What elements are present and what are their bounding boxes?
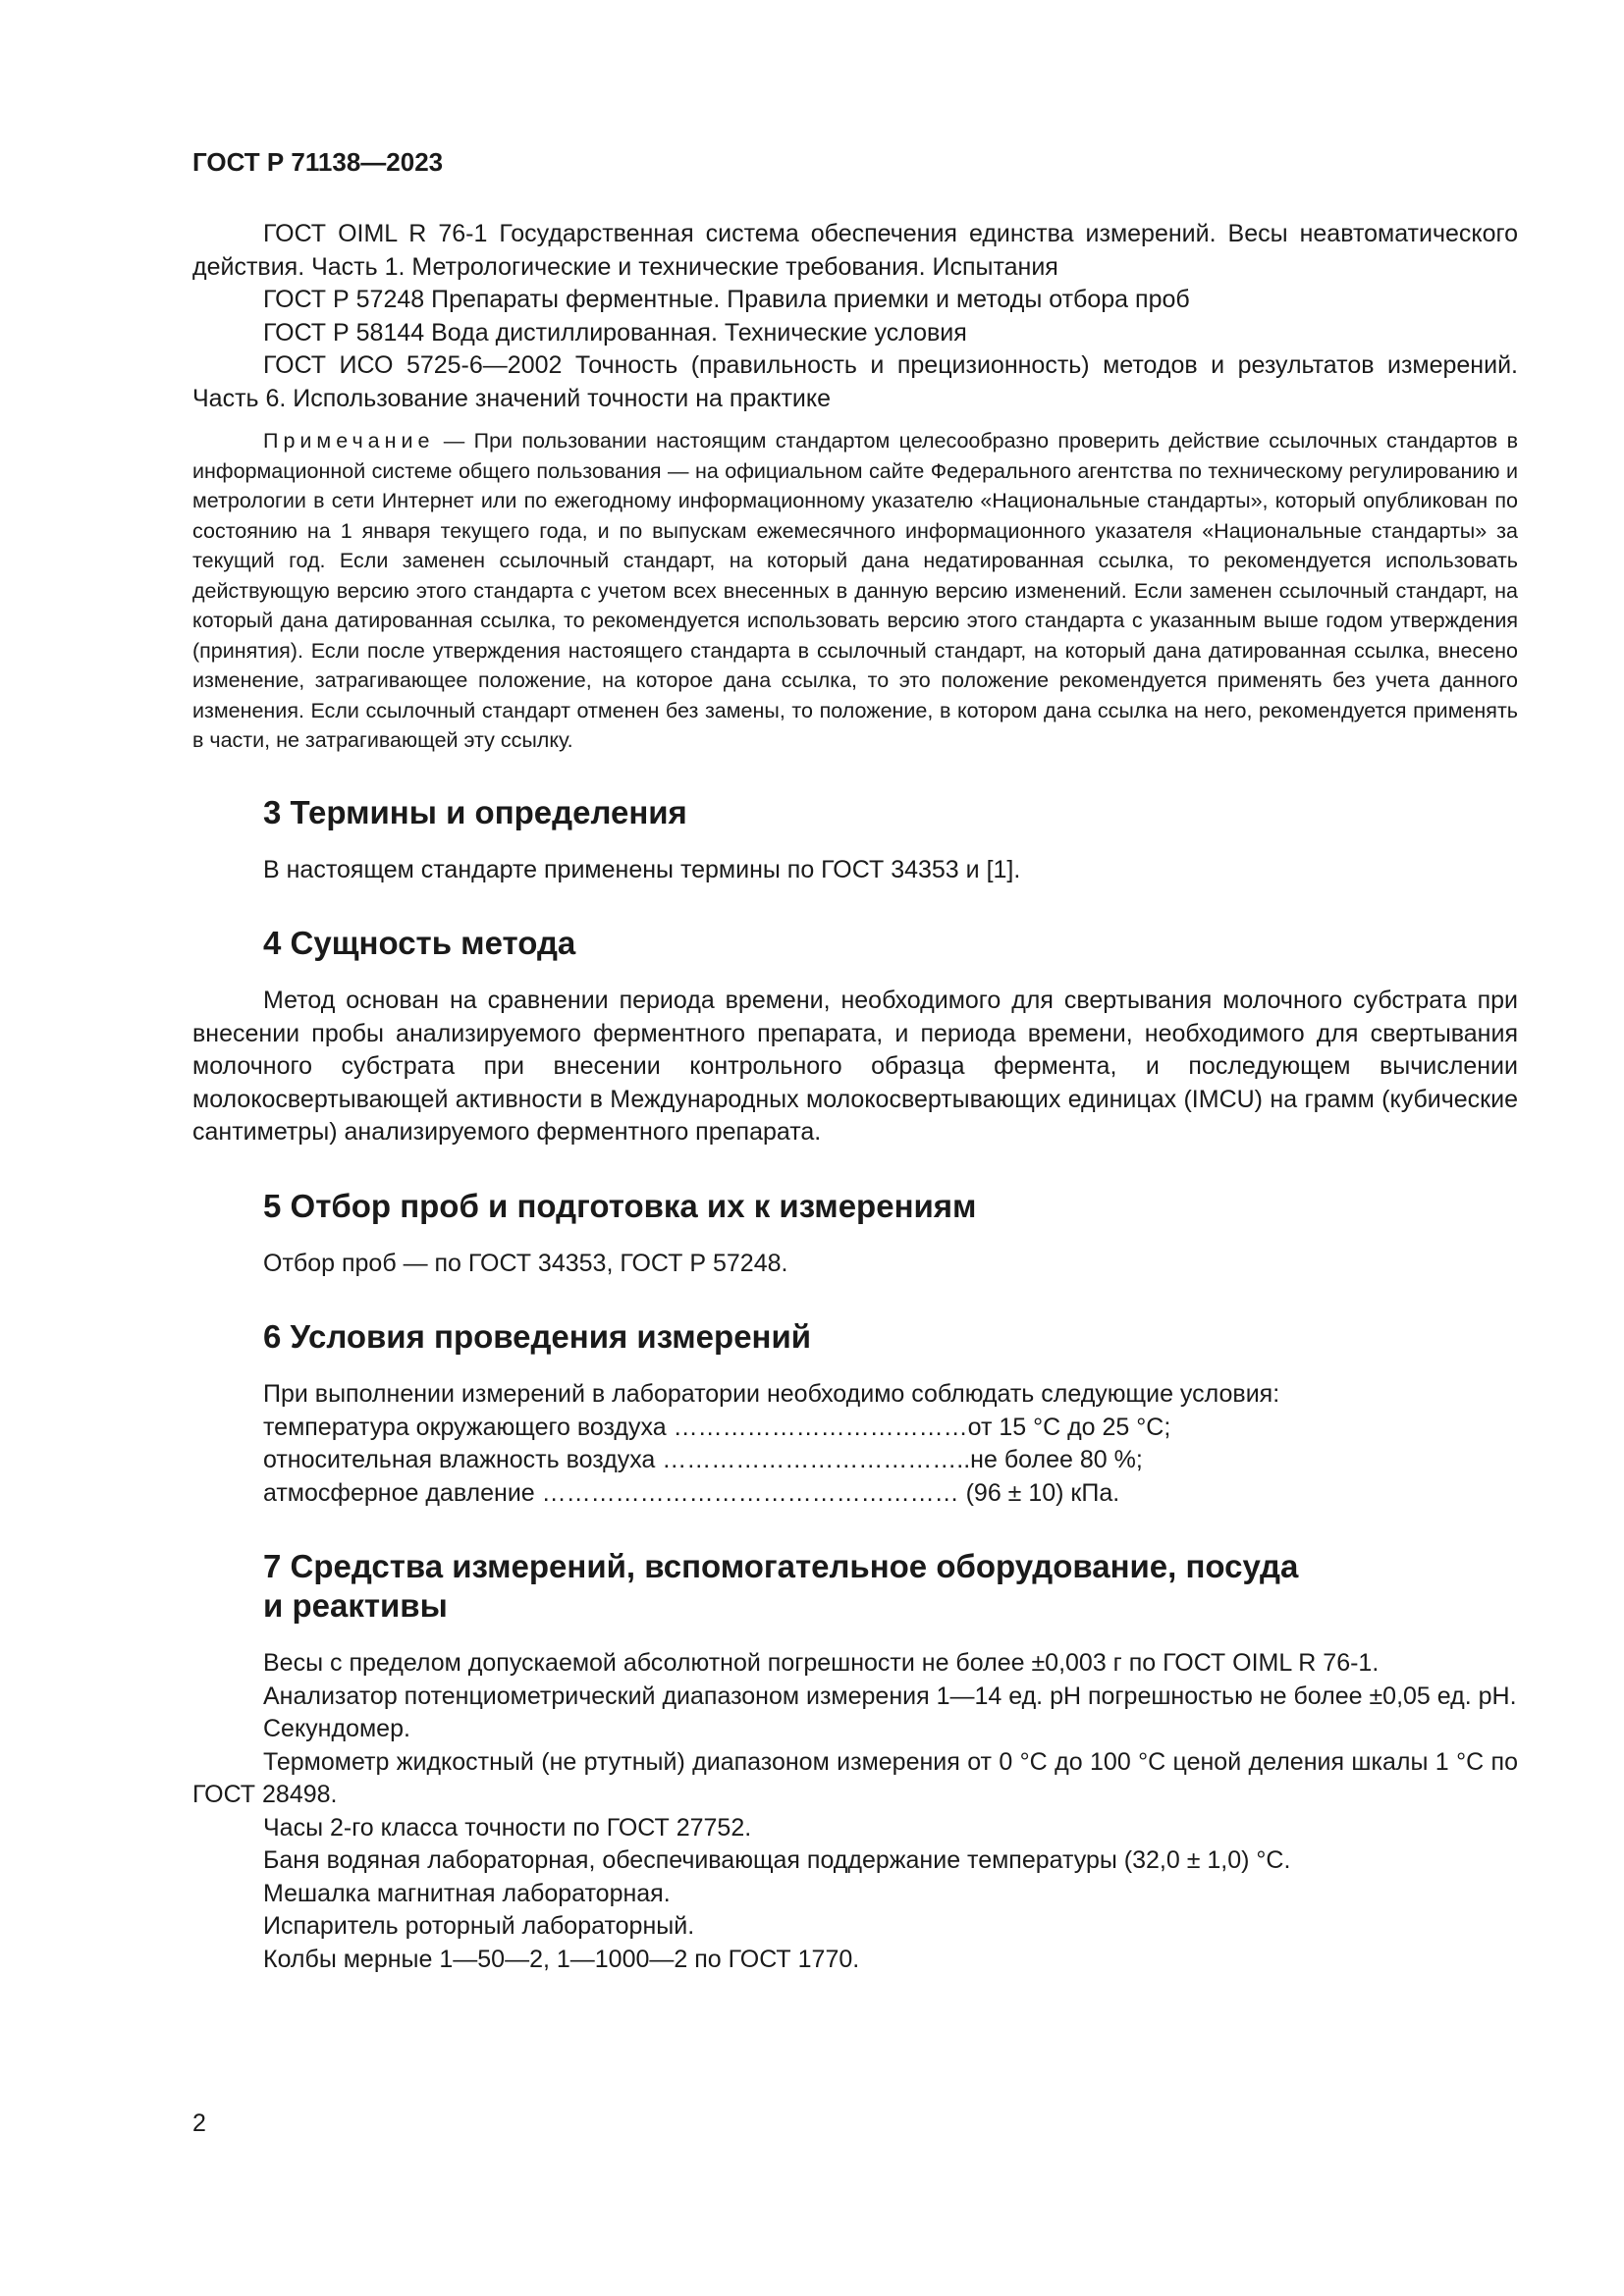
condition-pressure: атмосферное давление …………………………………………… (96 ± 10) кПа. <box>263 1478 1120 1507</box>
section-6-heading: 6 Условия проведения измерений <box>263 1318 812 1355</box>
reference-item: ГОСТ ИСО 5725-6—2002 Точность (правильность и прецизионность) методов и результатов измерений. Часть 6. Использование значений точности на практике <box>192 351 1518 412</box>
section-3-heading: 3 Термины и определения <box>263 793 687 830</box>
document-page <box>192 147 1518 1976</box>
reference-item: ГОСТ Р 57248 Препараты ферментные. Правила приемки и методы отбора проб <box>263 286 1190 313</box>
note-text: — При пользовании настоящим стандартом целесообразно проверить действие ссылочных стандартов в информационной системе общего пользования — на официальном сайте Федерального агентства по техническому регулированию и метрологии в сети Интернет или по ежегодному информационному указателю «Национальные стандарты», который опубликован по состоянию на 1 января текущего года, и по выпускам ежемесячного информационного указателя «Национальные стандарты» за текущий год. Если заменен ссылочный стандарт, на который дана недатированная ссылка, то рекомендуется использовать действующую версию этого стандарта с учетом всех внесенных в данную версию изменений. Если заменен ссылочный стандарт, на который дана датированная ссылка, то рекомендуется использовать версию этого стандарта с указанным выше годом утверждения (принятия). Если после утверждения настоящего стандарта в ссылочный стандарт, на который дана датированная ссылка, внесено изменение, затрагивающее положение, на которое дана ссылка, то это положение рекомендуется применять без учета данного изменения. Если ссылочный стандарт отменен без замены, то положение, в котором дана ссылка на него, рекомендуется применять в части, не затрагивающей эту ссылку. <box>192 429 1518 752</box>
section-7-heading-line2: и реактивы <box>263 1587 448 1624</box>
note-label: Примечание <box>263 429 435 453</box>
section-4-text: Метод основан на сравнении периода времени, необходимого для свертывания молочного субстрата при внесении пробы анализируемого ферментного препарата, и периода времени, необходимого для свертывания молочного субстрата при внесении контрольного образца фермента, и последующем вычислении молокосвертывающей активности в Международных молокосвертывающих единицах (IMCU) на грамм (кубические сантиметры) анализируемого ферментного препарата. <box>192 987 1518 1146</box>
reference-item: ГОСТ Р 58144 Вода дистиллированная. Технические условия <box>263 318 967 347</box>
equipment-item: Баня водяная лабораторная, обеспечивающая поддержание температуры (32,0 ± 1,0) °С. <box>263 1846 1291 1874</box>
equipment-item: Испаритель роторный лабораторный. <box>263 1912 695 1940</box>
section-6-intro: При выполнении измерений в лаборатории необходимо соблюдать следующие условия: <box>263 1380 1280 1408</box>
reference-item: ГОСТ OIML R 76-1 Государственная система обеспечения единства измерений. Весы неавтоматического действия. Часть 1. Метрологические и технические требования. Испытания <box>192 220 1518 281</box>
section-4-heading: 4 Сущность метода <box>263 925 576 961</box>
equipment-item: Колбы мерные 1—50—2, 1—1000—2 по ГОСТ 1770. <box>263 1945 860 1973</box>
page-number: 2 <box>192 2109 206 2137</box>
section-5-text: Отбор проб — по ГОСТ 34353, ГОСТ Р 57248. <box>263 1249 788 1277</box>
section-7-heading <box>192 1547 1518 1626</box>
equipment-item: Секундомер. <box>263 1715 410 1742</box>
equipment-item: Часы 2-го класса точности по ГОСТ 27752. <box>263 1813 752 1842</box>
condition-temperature: температура окружающего воздуха ………………………………от 15 °С до 25 °С; <box>263 1413 1171 1441</box>
section-5-heading: 5 Отбор проб и подготовка их к измерениям <box>263 1187 977 1224</box>
condition-humidity: относительная влажность воздуха ………………………………..не более 80 %; <box>263 1446 1143 1473</box>
equipment-item: Анализатор потенциометрический диапазоном измерения 1—14 ед. pH погрешностью не более ±0,05 ед. pH. <box>263 1682 1517 1710</box>
equipment-item: Термометр жидкостный (не ртутный) диапазоном измерения от 0 °С до 100 °С ценой деления шкалы 1 °С по ГОСТ 28498. <box>192 1747 1518 1808</box>
section-3-text: В настоящем стандарте применены термины по ГОСТ 34353 и [1]. <box>263 855 1021 883</box>
document-code: ГОСТ Р 71138—2023 <box>192 147 444 177</box>
note-paragraph <box>192 426 1518 756</box>
equipment-item: Весы с пределом допускаемой абсолютной погрешности не более ±0,003 г по ГОСТ OIML R 76-1. <box>263 1649 1380 1677</box>
section-7-heading-line1: 7 Средства измерений, вспомогательное оборудование, посуда <box>263 1548 1299 1584</box>
equipment-item: Мешалка магнитная лабораторная. <box>263 1879 671 1907</box>
